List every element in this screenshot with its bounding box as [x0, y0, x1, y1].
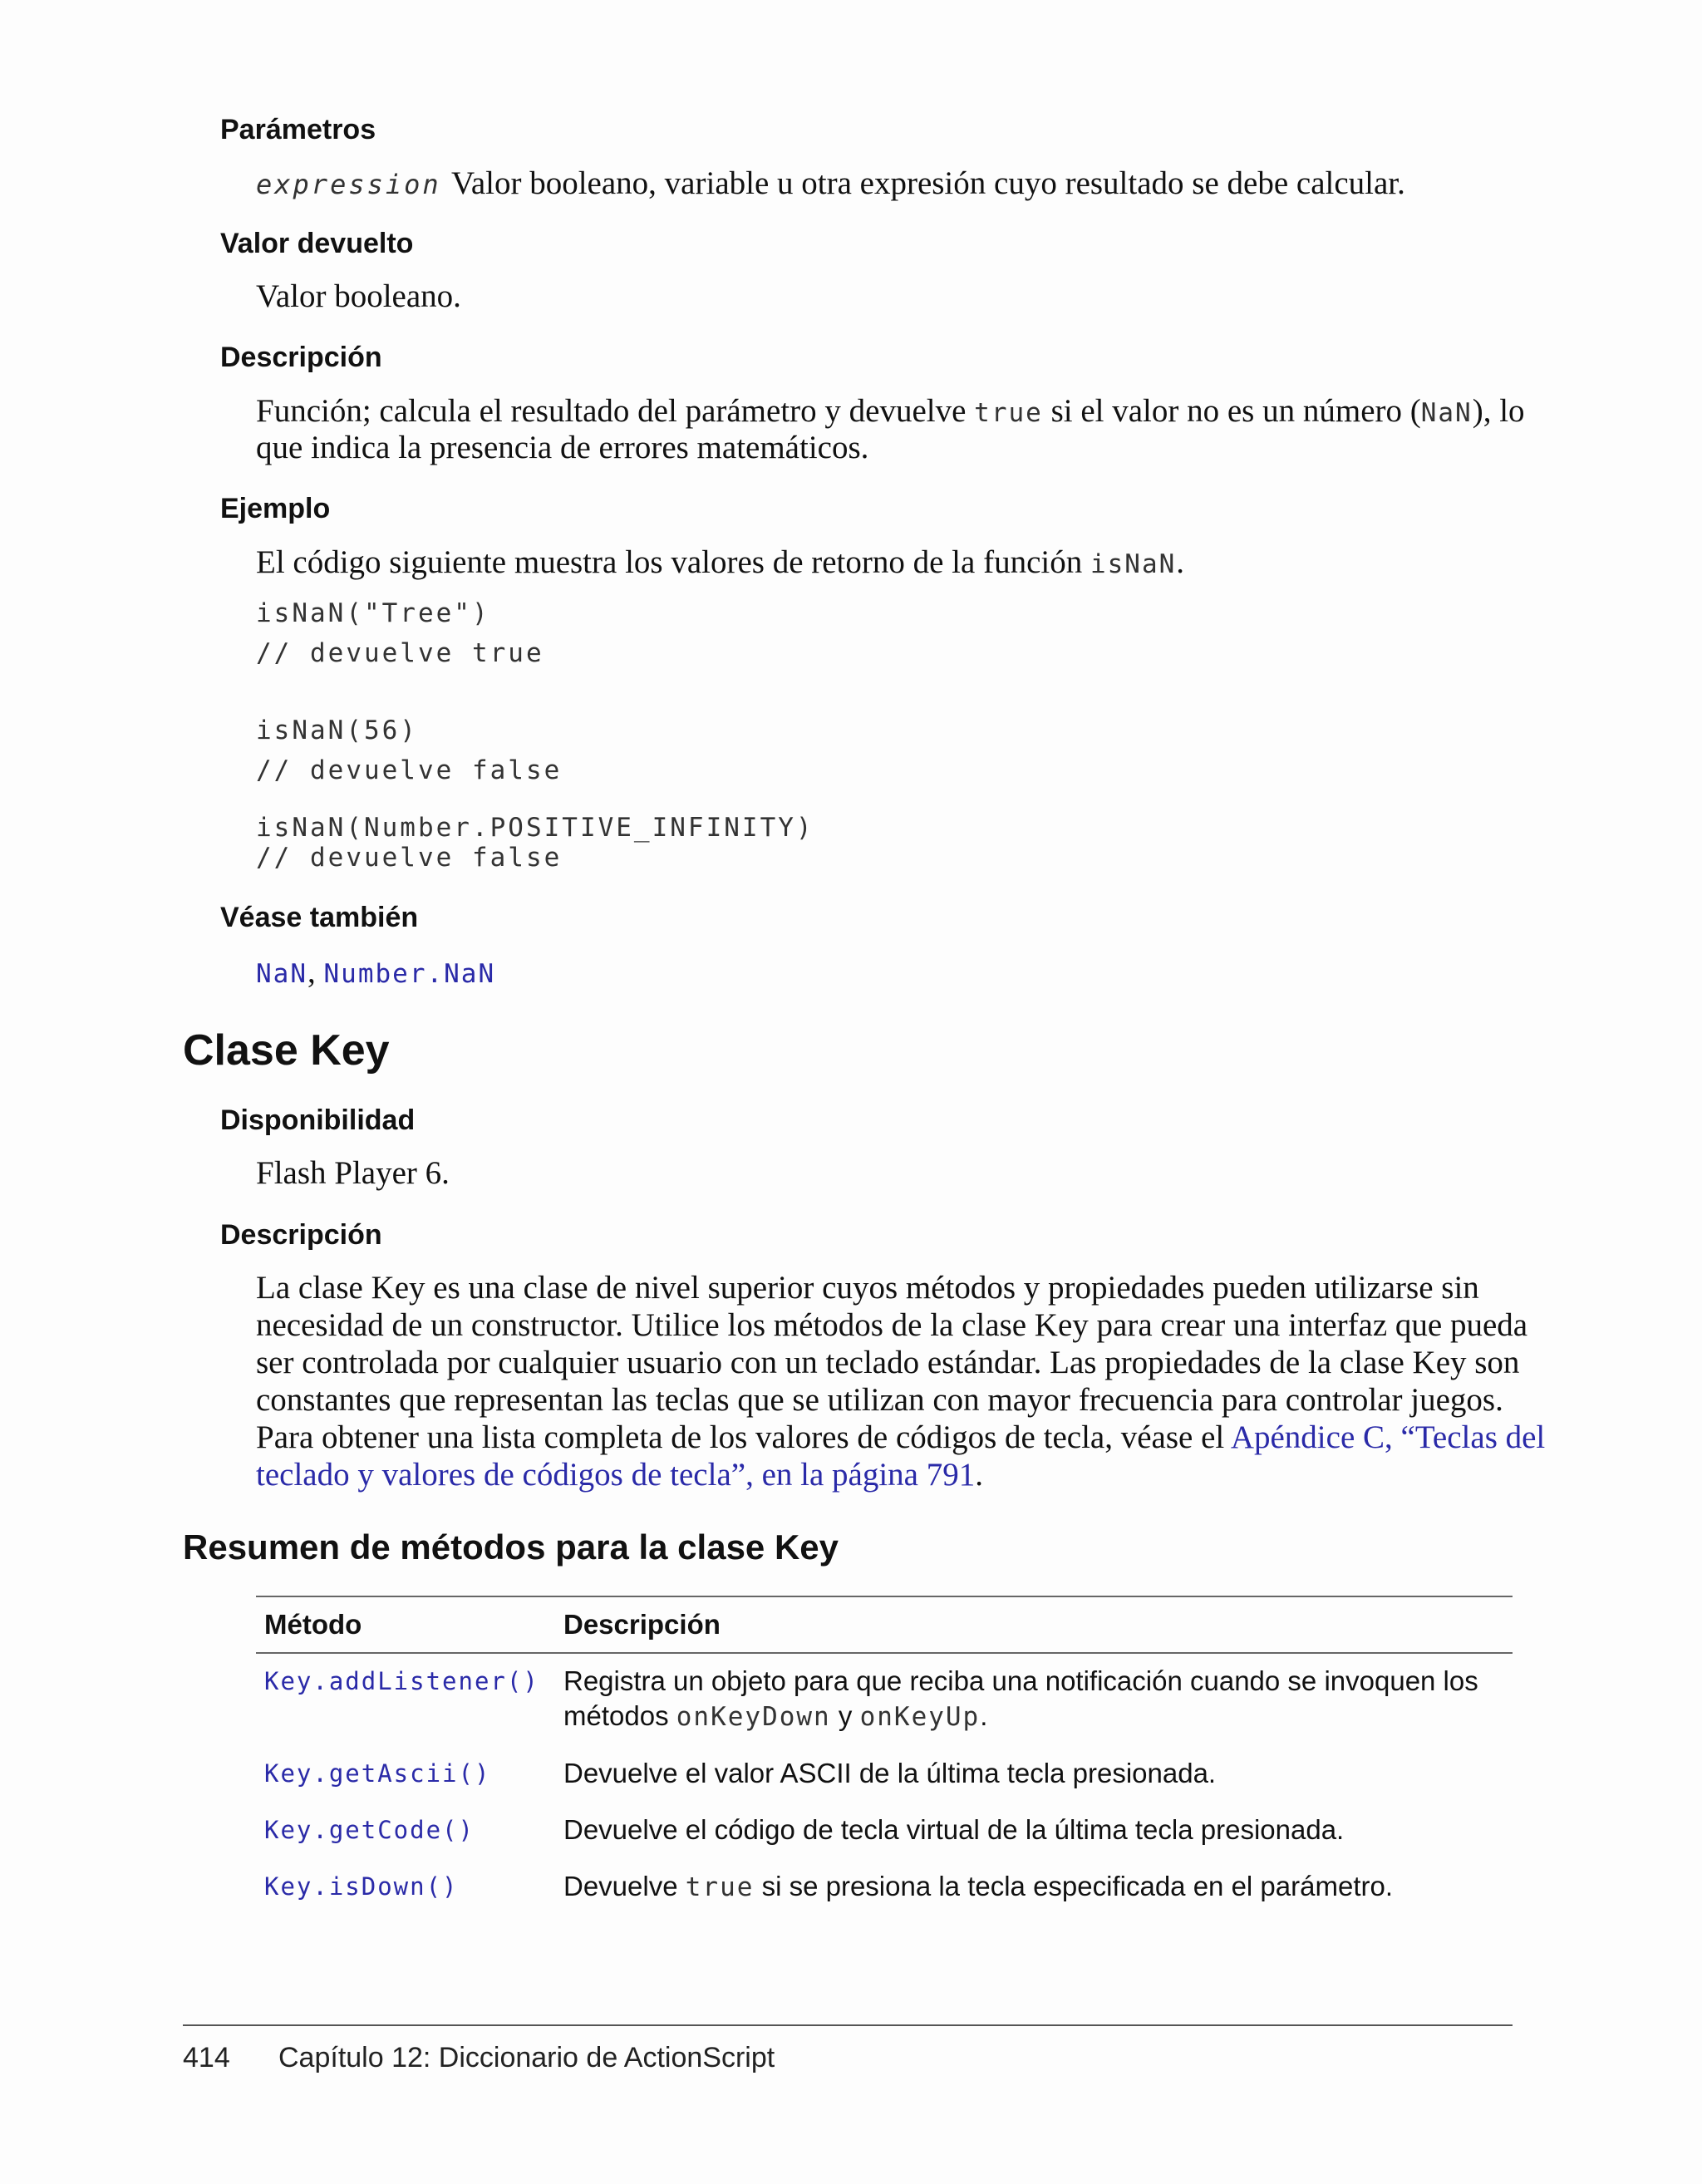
code-block-1: isNaN("Tree") // devuelve true — [256, 598, 544, 668]
disponibilidad-text: Flash Player 6. — [256, 1155, 450, 1191]
descripcion-line-1 — [256, 393, 1525, 431]
method-link[interactable]: Key.isDown() — [264, 1872, 459, 1901]
method-link[interactable]: Key.addListener() — [264, 1667, 539, 1695]
code-onkeydown: onKeyDown — [676, 1702, 831, 1732]
disponibilidad-heading: Disponibilidad — [220, 1104, 416, 1136]
clase-key-title: Clase Key — [183, 1026, 390, 1075]
param-row — [256, 165, 1405, 202]
text-span: si se presiona la tecla especificada en el parámetro. — [754, 1871, 1393, 1901]
chapter-title: Capítulo 12: Diccionario de ActionScript — [278, 2042, 775, 2073]
method-description — [555, 1653, 1513, 1746]
table-row — [256, 1859, 1513, 1916]
code-nan: NaN — [1420, 398, 1473, 428]
appendix-link-cont[interactable]: teclado y valores de códigos de tecla”, en la página 791 — [256, 1457, 976, 1493]
valor-devuelto-text: Valor booleano. — [256, 278, 461, 314]
appendix-link[interactable]: Apéndice C, “Teclas del — [1230, 1419, 1546, 1455]
desc-line-5 — [256, 1419, 1545, 1456]
link-number-nan[interactable]: Number.NaN — [323, 959, 496, 989]
descripcion-heading: Descripción — [220, 342, 382, 373]
text-span: Devuelve — [563, 1871, 686, 1901]
code-block-2: isNaN(56) // devuelve false — [256, 716, 563, 785]
separator: , — [307, 954, 324, 990]
parametros-heading: Parámetros — [220, 114, 376, 145]
valor-devuelto-heading: Valor devuelto — [220, 228, 414, 259]
code-block-3: isNaN(Number.POSITIVE_INFINITY) // devuelve false — [256, 813, 814, 873]
text-span: . — [975, 1457, 983, 1493]
method-description: Devuelve el valor ASCII de la última tecla presionada. — [563, 1758, 1217, 1788]
desc-line-6 — [256, 1457, 983, 1493]
desc-line-4: constantes que representan las teclas que se utilizan con mayor frecuencia para controlar juegos. — [256, 1382, 1503, 1418]
vease-heading: Véase también — [220, 902, 419, 933]
text-span: Para obtener una lista completa de los valores de códigos de tecla, véase el — [256, 1419, 1231, 1455]
ejemplo-heading: Ejemplo — [220, 493, 331, 524]
param-name: expression — [256, 169, 441, 200]
desc-line: Registra un objeto para que reciba una notificación cuando se invoquen los — [563, 1665, 1478, 1696]
desc-line-2: necesidad de un constructor. Utilice los métodos de la clase Key para crear una interfaz que pueda — [256, 1307, 1528, 1343]
text-span: El código siguiente muestra los valores de retorno de la función — [256, 544, 1090, 580]
code-true: true — [685, 1872, 755, 1902]
text-span: . — [980, 1700, 988, 1731]
table-row — [256, 1803, 1513, 1859]
desc-line-1: La clase Key es una clase de nivel superior cuyos métodos y propiedades pueden utilizarse sin — [256, 1270, 1479, 1306]
method-link[interactable]: Key.getCode() — [264, 1816, 475, 1844]
ejemplo-intro — [256, 544, 1184, 583]
descripcion-line-2: que indica la presencia de errores matemáticos. — [256, 430, 869, 465]
vease-links — [256, 954, 495, 992]
table-row — [256, 1746, 1513, 1803]
methods-table — [256, 1596, 1513, 1916]
desc-line-3: ser controlada por cualquier usuario con un teclado estándar. Las propiedades de la clase Key son — [256, 1345, 1520, 1380]
code-true: true — [974, 398, 1043, 428]
page-number: 414 — [183, 2042, 230, 2073]
descripcion-key-heading: Descripción — [220, 1219, 382, 1251]
text-span: y — [830, 1700, 860, 1731]
table-row — [256, 1653, 1513, 1746]
method-link[interactable]: Key.getAscii() — [264, 1759, 491, 1788]
text-span: Función; calcula el resultado del parámetro y devuelve — [256, 393, 975, 429]
code-onkeyup: onKeyUp — [859, 1702, 981, 1732]
col-metodo: Método — [256, 1596, 555, 1653]
code-isnan: isNaN — [1090, 549, 1177, 579]
text-span: métodos — [563, 1700, 676, 1731]
method-description: Devuelve el código de tecla virtual de la última tecla presionada. — [563, 1814, 1345, 1845]
method-description — [555, 1859, 1513, 1916]
text-span: ), lo — [1472, 393, 1525, 429]
table-header-row — [256, 1596, 1513, 1653]
col-descripcion: Descripción — [555, 1596, 1513, 1653]
text-span: . — [1176, 544, 1185, 580]
desc-line — [563, 1699, 1504, 1734]
resumen-title: Resumen de métodos para la clase Key — [183, 1527, 839, 1567]
text-span: si el valor no es un número ( — [1042, 393, 1421, 429]
link-nan[interactable]: NaN — [256, 959, 307, 989]
footer-rule — [183, 2024, 1513, 2026]
param-description: Valor booleano, variable u otra expresión cuyo resultado se debe calcular. — [451, 165, 1405, 201]
